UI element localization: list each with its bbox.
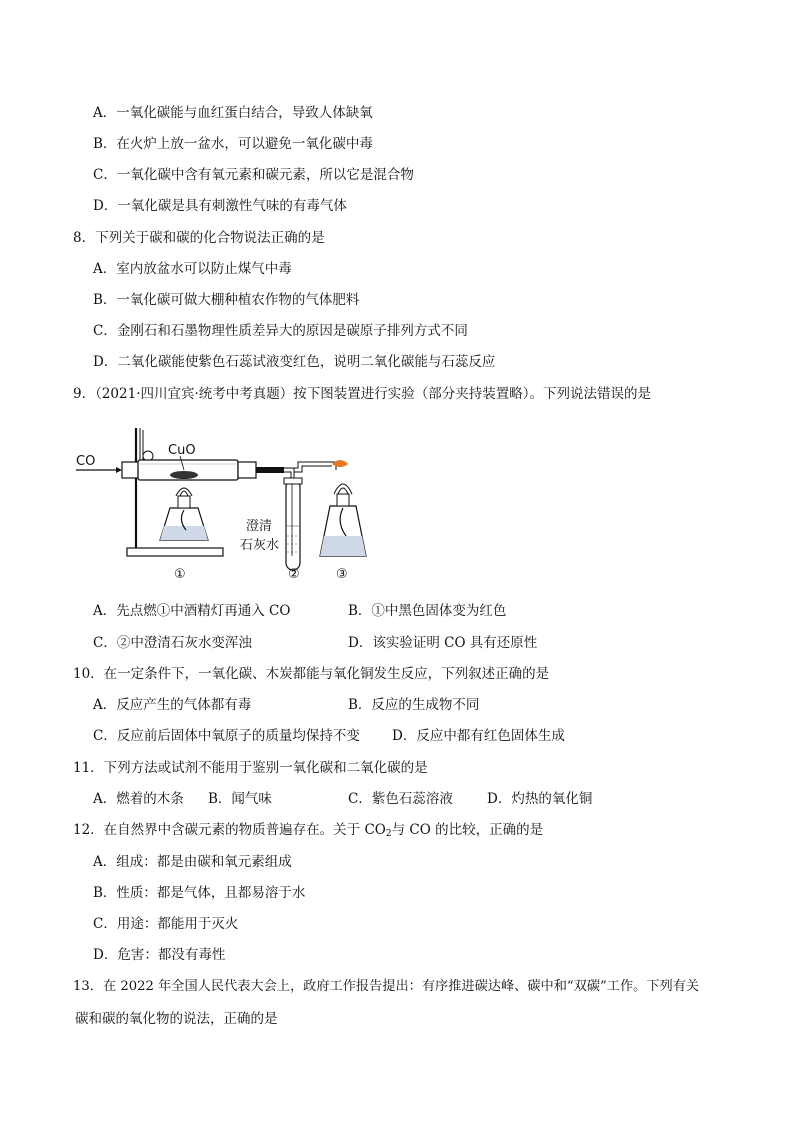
- q10-option-b: B．反应的生成物不同: [348, 697, 480, 713]
- q8-option-c: C．金刚石和石墨物理性质差异大的原因是碳原子排列方式不同: [93, 323, 468, 339]
- co-label: CO: [76, 454, 96, 469]
- q11-option-c: C．紫色石蕊溶液: [348, 791, 453, 807]
- cuo-label: CuO: [168, 443, 196, 458]
- label-num-1: ①: [174, 567, 186, 582]
- q9-option-a: A．先点燃①中酒精灯再通入 CO: [93, 603, 291, 619]
- right-stopper: [238, 462, 256, 478]
- test-tube: [286, 480, 300, 570]
- q8-option-d: D．二氧化碳能使紫色石蕊试液变红色，说明二氧化碳能与石蕊反应: [93, 354, 496, 370]
- q10-option-a: A．反应产生的气体都有毒: [93, 697, 252, 713]
- q7-option-a: A．一氧化碳能与血红蛋白结合，导致人体缺氧: [93, 105, 373, 121]
- q10-option-d: D．反应中都有红色固体生成: [392, 728, 565, 744]
- q12-stem: [73, 821, 543, 843]
- q12-stem-suffix: 与 CO 的比较，正确的是: [391, 822, 544, 838]
- q9-option-b: B．①中黑色固体变为红色: [348, 603, 507, 619]
- q11-stem: 11．下列方法或试剂不能用于鉴别一氧化碳和二氧化碳的是: [73, 760, 428, 776]
- q11-option-a: A．燃着的木条: [93, 791, 184, 807]
- rubber-connector: [256, 467, 284, 473]
- q7-option-d: D．一氧化碳是具有刺激性气味的有毒气体: [93, 198, 347, 214]
- q12-option-c: C．用途：都能用于灭火: [93, 916, 239, 932]
- left-stopper: [122, 462, 140, 478]
- lamp-3-flame-icon: [334, 484, 352, 494]
- stand-base: [127, 548, 223, 556]
- q13-stem-line-2: 碳和碳的氧化物的说法，正确的是: [75, 1011, 278, 1027]
- q7-option-b: B．在火炉上放一盆水，可以避免一氧化碳中毒: [93, 136, 373, 152]
- limewater-label-1: 澄清: [246, 519, 273, 534]
- q9-option-c: C．②中澄清石灰水变浑浊: [93, 635, 252, 651]
- lamp-1-flame-icon: [176, 488, 192, 496]
- q9-stem: 9．（2021·四川宜宾·统考中考真题）按下图装置进行实验（部分夹持装置略）。下列说法错误的是: [73, 386, 652, 402]
- q7-option-c: C．一氧化碳中含有氧元素和碳元素，所以它是混合物: [93, 167, 414, 183]
- q11-option-d: D．灼热的氧化铜: [487, 791, 593, 807]
- q9-option-d: D．该实验证明 CO 具有还原性: [348, 635, 538, 651]
- cuo-powder: [170, 471, 198, 479]
- limewater-label-2: 石灰水: [240, 538, 280, 553]
- q11-option-b: B．闻气味: [208, 791, 272, 807]
- q8-option-b: B．一氧化碳可做大棚种植农作物的气体肥料: [93, 292, 360, 308]
- q12-option-d: D．危害：都没有毒性: [93, 947, 226, 963]
- q10-stem: 10．在一定条件下，一氧化碳、木炭都能与氧化铜发生反应，下列叙述正确的是: [73, 666, 550, 682]
- experiment-apparatus-diagram: [72, 418, 372, 590]
- q12-option-b: B．性质：都是气体，且都易溶于水: [93, 885, 306, 901]
- label-num-3: ③: [336, 567, 348, 582]
- label-num-2: ②: [288, 567, 300, 582]
- q12-stem-prefix: 12．在自然界中含碳元素的物质普遍存在。关于 CO: [73, 822, 386, 838]
- q8-stem: 8．下列关于碳和碳的化合物说法正确的是: [73, 230, 325, 246]
- q12-option-a: A．组成：都是由碳和氧元素组成: [93, 854, 292, 870]
- flame-icon: [332, 460, 348, 467]
- q13-stem-line-1: 13．在 2022 年全国人民代表大会上，政府工作报告提出：有序推进碳达峰、碳中和“双碳”工作。下列有关: [73, 979, 700, 994]
- arrow-head-icon: [116, 467, 122, 473]
- q10-option-c: C．反应前后固体中氧原子的质量均保持不变: [93, 728, 360, 744]
- q8-option-a: A．室内放盆水可以防止煤气中毒: [93, 261, 292, 277]
- q12-stem-subscript: 2: [385, 829, 392, 839]
